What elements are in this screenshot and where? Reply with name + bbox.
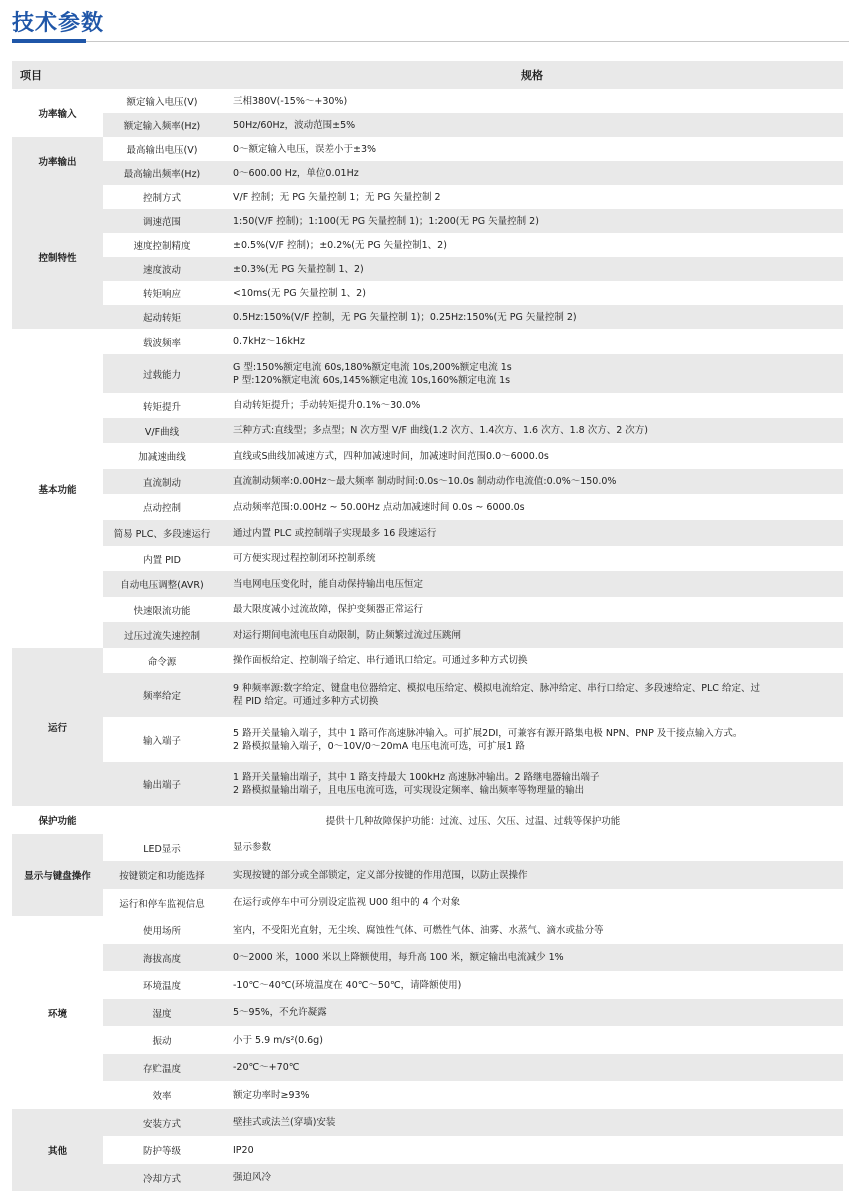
spec-cell: 室内，不受阳光直射，无尘埃、腐蚀性气体、可燃性气体、油雾、水蒸气、滴水或盐分等 [221,916,843,944]
item-cell: 命令源 [103,648,221,673]
item-cell: 最高输出电压(V) [103,137,221,161]
table-row [12,185,843,209]
spec-cell: 额定功率时≥93% [221,1081,843,1109]
spec-cell: 5～95%，不允许凝露 [221,999,843,1026]
item-cell: 按键锁定和功能选择 [103,861,221,889]
table-row [12,546,843,571]
table-header-row [12,61,843,89]
item-cell: 安装方式 [103,1109,221,1136]
spec-table [12,61,843,1191]
table-row [12,520,843,546]
spec-line: 程 PID 给定。可通过多种方式切换 [233,696,379,707]
spec-cell: 三种方式:直线型；多点型；N 次方型 V/F 曲线(1.2 次方、1.4次方、1.6 次方、1.8 次方、2 次方) [221,418,843,443]
item-cell: 控制方式 [103,185,221,209]
spec-cell: 强迫风冷 [221,1164,843,1191]
table-row [12,305,843,329]
spec-cell: IP20 [221,1136,843,1164]
item-cell: 简易 PLC、多段速运行 [103,520,221,546]
table-row [12,673,843,717]
title-accent-bar [12,39,86,43]
spec-cell: 提供十几种故障保护功能：过流、过压、欠压、过温、过载等保护功能 [103,806,843,834]
item-cell: 转矩响应 [103,281,221,305]
item-cell: 过压过流失速控制 [103,622,221,648]
section-protection: 保护功能 [12,806,103,834]
spec-cell: 最大限度减小过流故障，保护变频器正常运行 [221,597,843,622]
table-row [12,354,843,393]
item-cell: 运行和停车监视信息 [103,889,221,916]
table-row [12,1109,843,1136]
item-cell: 环境温度 [103,971,221,999]
item-cell: 快速限流功能 [103,597,221,622]
table-row [12,281,843,305]
spec-line: G 型:150%额定电流 60s,180%额定电流 10s,200%额定电流 1s [233,361,512,373]
table-row [12,1026,843,1054]
spec-cell: -20℃～+70℃ [221,1054,843,1081]
spec-line: 9 种频率源:数字给定、键盘电位器给定、模拟电压给定、模拟电流给定、脉冲给定、串行口给定、多段速给定、PLC 给定、过 [233,683,760,694]
table-row [12,469,843,494]
spec-cell: 1:50(V/F 控制)；1:100(无 PG 矢量控制 1)；1:200(无 PG 矢量控制 2) [221,209,843,233]
spec-cell: 可方便实现过程控制闭环控制系统 [221,546,843,571]
table-row [12,861,843,889]
item-cell: 存贮温度 [103,1054,221,1081]
item-cell: 使用场所 [103,916,221,944]
table-row [12,418,843,443]
title-divider [12,41,849,42]
table-row [12,648,843,673]
item-cell: 额定输入电压(V) [103,89,221,113]
table-row [12,1136,843,1164]
table-row [12,597,843,622]
section-environment: 环境 [12,916,103,1109]
item-cell: 湿度 [103,999,221,1026]
table-row [12,161,843,185]
table-row [12,257,843,281]
section-power-input: 功率输入 [12,89,103,137]
table-row [12,89,843,113]
item-cell: 自动电压调整(AVR) [103,571,221,597]
table-row [12,209,843,233]
spec-cell: ±0.3%(无 PG 矢量控制 1、2) [221,257,843,281]
spec-cell: 自动转矩提升；手动转矩提升0.1%～30.0% [221,393,843,418]
spec-cell: 0～2000 米，1000 米以上降额使用，每升高 100 米，额定输出电流减少 1% [221,944,843,971]
spec-cell: 直线或S曲线加减速方式，四种加减速时间，加减速时间范围0.0～6000.0s [221,443,843,469]
item-cell: 调速范围 [103,209,221,233]
section-control: 控制特性 [12,185,103,329]
item-cell: 频率给定 [103,673,221,717]
spec-cell: 三相380V(-15%～+30%) [221,89,843,113]
spec-cell: 在运行或停车中可分别设定监视 U00 组中的 4 个对象 [221,889,843,916]
spec-cell: ±0.5%(V/F 控制)；±0.2%(无 PG 矢量控制1、2) [221,233,843,257]
spec-cell [221,354,843,393]
table-row [12,916,843,944]
section-run: 运行 [12,648,103,806]
table-row [12,762,843,806]
table-row [12,233,843,257]
item-cell: 冷却方式 [103,1164,221,1191]
spec-cell: 50Hz/60Hz，波动范围±5% [221,113,843,137]
section-display: 显示与键盘操作 [12,834,103,916]
item-cell: 效率 [103,1081,221,1109]
spec-cell: 对运行期间电流电压自动限制，防止频繁过流过压跳闸 [221,622,843,648]
spec-cell: 通过内置 PLC 或控制端子实现最多 16 段速运行 [221,520,843,546]
spec-line: P 型:120%额定电流 60s,145%额定电流 10s,160%额定电流 1s [233,374,511,386]
spec-cell: 实现按键的部分或全部锁定，定义部分按键的作用范围，以防止误操作 [221,861,843,889]
spec-cell: 直流制动频率:0.00Hz～最大频率 制动时间:0.0s～10.0s 制动动作电流值:0.0%～150.0% [221,469,843,494]
page-title: 技术参数 [12,11,105,36]
item-cell: 最高输出频率(Hz) [103,161,221,185]
spec-cell: 显示参数 [221,834,843,861]
spec-cell: 壁挂式或法兰(穿墙)安装 [221,1109,843,1136]
item-cell: 速度波动 [103,257,221,281]
item-cell: 内置 PID [103,546,221,571]
header-item: 项目 [20,69,42,82]
header-spec: 规格 [521,69,543,82]
table-row [12,622,843,648]
spec-cell: 点动频率范围:0.00Hz ~ 50.00Hz 点动加减速时间 0.0s ~ 6000.0s [221,494,843,520]
table-row [12,944,843,971]
table-row [12,806,843,834]
table-row [12,494,843,520]
item-cell: 额定输入频率(Hz) [103,113,221,137]
spec-cell: V/F 控制；无 PG 矢量控制 1；无 PG 矢量控制 2 [221,185,843,209]
spec-cell [221,762,843,806]
table-row [12,393,843,418]
spec-line: 2 路模拟量输入端子，0～10V/0～20mA 电压电流可选，可扩展1 路 [233,740,525,752]
table-row [12,137,843,161]
table-row [12,329,843,354]
spec-cell: -10℃～40℃(环境温度在 40℃～50℃，请降额使用) [221,971,843,999]
table-row [12,971,843,999]
table-row [12,443,843,469]
item-cell: LED显示 [103,834,221,861]
item-cell: 点动控制 [103,494,221,520]
item-cell: 过载能力 [103,354,221,393]
spec-cell: 0.7kHz～16kHz [221,329,843,354]
table-row [12,1164,843,1191]
item-cell: 输入端子 [103,717,221,762]
table-row [12,717,843,762]
spec-cell: 0.5Hz:150%(V/F 控制，无 PG 矢量控制 1)；0.25Hz:150%(无 PG 矢量控制 2) [221,305,843,329]
table-row [12,999,843,1026]
item-cell: V/F曲线 [103,418,221,443]
spec-cell [221,717,843,762]
item-cell: 载波频率 [103,329,221,354]
item-cell: 振动 [103,1026,221,1054]
item-cell: 速度控制精度 [103,233,221,257]
spec-cell: <10ms(无 PG 矢量控制 1、2) [221,281,843,305]
item-cell: 防护等级 [103,1136,221,1164]
spec-cell: 0～额定输入电压，误差小于±3% [221,137,843,161]
item-cell: 直流制动 [103,469,221,494]
section-basic: 基本功能 [12,329,103,648]
item-cell: 海拔高度 [103,944,221,971]
item-cell: 起动转矩 [103,305,221,329]
table-row [12,1081,843,1109]
table-row [12,1054,843,1081]
spec-cell: 操作面板给定、控制端子给定、串行通讯口给定。可通过多种方式切换 [221,648,843,673]
section-power-output: 功率输出 [12,137,103,185]
section-other: 其他 [12,1109,103,1191]
spec-line: 2 路模拟量输出端子，且电压电流可选，可实现设定频率、输出频率等物理量的输出 [233,785,585,796]
spec-cell: 当电网电压变化时，能自动保持输出电压恒定 [221,571,843,597]
spec-line: 5 路开关量输入端子，其中 1 路可作高速脉冲输入。可扩展2DI，可兼容有源开路集电极 NPN、PNP 及干接点输入方式。 [233,727,743,739]
item-cell: 转矩提升 [103,393,221,418]
item-cell: 加减速曲线 [103,443,221,469]
table-row [12,834,843,861]
item-cell: 输出端子 [103,762,221,806]
table-row [12,113,843,137]
spec-cell [221,673,843,717]
spec-cell: 小于 5.9 m/s²(0.6g) [221,1026,843,1054]
table-row [12,571,843,597]
spec-line: 1 路开关量输出端子，其中 1 路支持最大 100kHz 高速脉冲输出。2 路继电器输出端子 [233,772,600,783]
table-row [12,889,843,916]
spec-cell: 0～600.00 Hz，单位0.01Hz [221,161,843,185]
